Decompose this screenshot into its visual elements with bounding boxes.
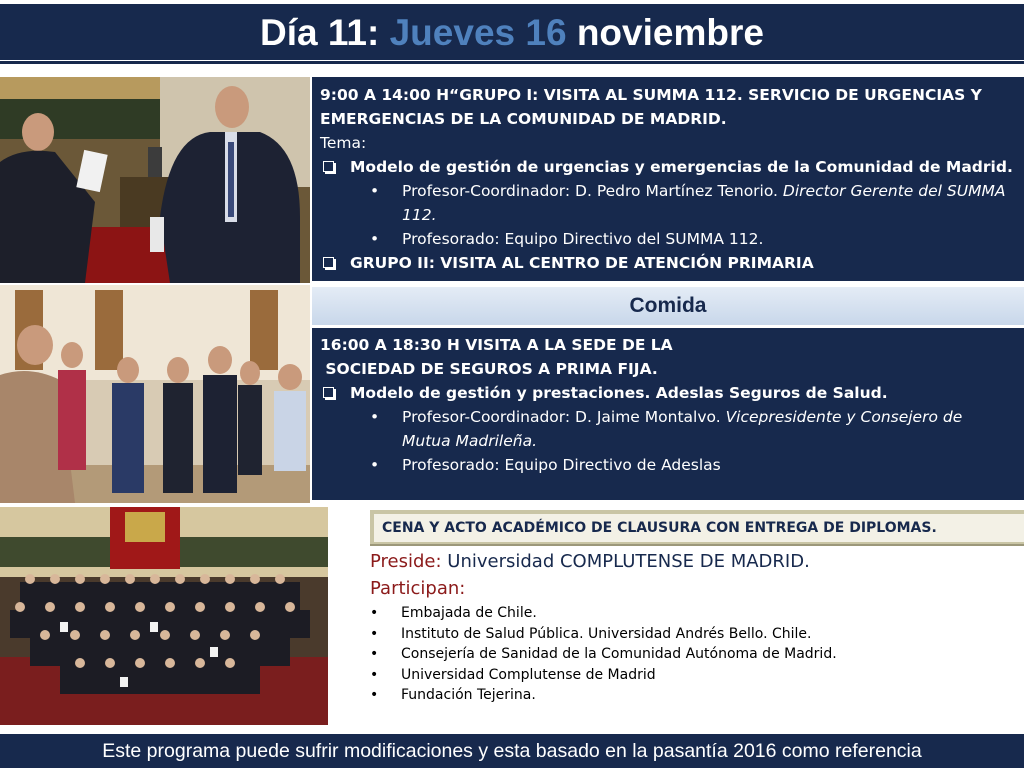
- afternoon-faculty-item: [320, 453, 1014, 477]
- group2-item: [320, 251, 1014, 275]
- participants-list: [370, 603, 837, 706]
- morning-session-panel: [312, 77, 1024, 281]
- checkbox-bullet-icon: [323, 387, 334, 398]
- list-item: • Consejería de Sanidad de la Comunidad Autónoma de Madrid.: [370, 644, 837, 665]
- morning-heading-line2: EMERGENCIAS DE LA COMUNIDAD DE MADRID.: [320, 110, 727, 128]
- lunch-bar: [312, 287, 1024, 325]
- checkbox-bullet-icon: [323, 161, 334, 172]
- preside-line: [370, 549, 810, 575]
- tema-label: Tema:: [320, 134, 367, 152]
- afternoon-heading-line1: 16:00 A 18:30 H VISITA A LA SEDE DE LA: [320, 336, 673, 354]
- bullet-icon: •: [370, 408, 380, 426]
- title-suffix: noviembre: [566, 12, 764, 53]
- group2-text: GRUPO II: VISITA AL CENTRO DE ATENCIÓN PRIMARIA: [350, 254, 814, 272]
- morning-coordinator-title: Director Gerente del SUMMA 112.: [402, 182, 1006, 224]
- morning-topic-text: Modelo de gestión de urgencias y emergencias de la Comunidad de Madrid.: [350, 158, 1013, 176]
- bullet-icon: •: [370, 456, 380, 474]
- list-item: • Universidad Complutense de Madrid: [370, 665, 837, 686]
- list-item: • Instituto de Salud Pública. Universidad Andrés Bello. Chile.: [370, 624, 837, 645]
- bullet-icon: •: [370, 687, 379, 704]
- bullet-icon: •: [370, 666, 379, 683]
- preside-label: Preside:: [370, 551, 442, 572]
- graduation-group-photo: [0, 507, 328, 725]
- title-accent: Jueves 16: [389, 12, 567, 53]
- preside-value: Universidad COMPLUTENSE DE MADRID.: [441, 551, 810, 572]
- bullet-icon: •: [370, 182, 380, 200]
- group-visit-photo: [0, 285, 310, 503]
- morning-heading-line1: 9:00 A 14:00 H“GRUPO I: VISITA AL SUMMA 112. SERVICIO DE URGENCIAS Y: [320, 86, 982, 104]
- footer-note: Este programa puede sufrir modificaciones y esta basado en la pasantía 2016 como referencia: [0, 734, 1024, 768]
- afternoon-session-panel: [312, 328, 1024, 500]
- handshake-ceremony-photo: [0, 77, 310, 283]
- bullet-icon: •: [370, 625, 379, 642]
- bullet-icon: •: [370, 646, 379, 663]
- list-item: • Fundación Tejerina.: [370, 685, 837, 706]
- afternoon-topic-item: [320, 381, 1014, 405]
- morning-coordinator-text: Profesor-Coordinador: D. Pedro Martínez Tenorio.: [402, 182, 783, 200]
- afternoon-heading-line2: SOCIEDAD DE SEGUROS A PRIMA FIJA.: [320, 360, 658, 378]
- lunch-label: Comida: [629, 294, 707, 317]
- title-bar: [0, 0, 1024, 64]
- list-item: • Embajada de Chile.: [370, 603, 837, 624]
- afternoon-coordinator-item: [320, 405, 1014, 453]
- bullet-icon: •: [370, 230, 380, 248]
- title-prefix: Día 11:: [260, 12, 390, 53]
- morning-faculty-text: Profesorado: Equipo Directivo del SUMMA 112.: [402, 230, 764, 248]
- closing-banner-text: CENA Y ACTO ACADÉMICO DE CLAUSURA CON ENTREGA DE DIPLOMAS.: [374, 514, 1024, 542]
- afternoon-coordinator-title: Vicepresidente y Consejero de Mutua Madrileña.: [402, 408, 963, 450]
- afternoon-topic-text: Modelo de gestión y prestaciones. Adeslas Seguros de Salud.: [350, 384, 888, 402]
- checkbox-bullet-icon: [323, 257, 334, 268]
- closing-banner: [370, 510, 1024, 546]
- page-title: [0, 4, 1024, 60]
- bullet-icon: •: [370, 605, 379, 621]
- morning-topic-item: [320, 155, 1014, 179]
- afternoon-coordinator-text: Profesor-Coordinador: D. Jaime Montalvo.: [402, 408, 726, 426]
- morning-coordinator-item: [320, 179, 1014, 227]
- morning-faculty-item: [320, 227, 1014, 251]
- participan-label: Participan:: [370, 578, 466, 599]
- afternoon-faculty-text: Profesorado: Equipo Directivo de Adeslas: [402, 456, 721, 474]
